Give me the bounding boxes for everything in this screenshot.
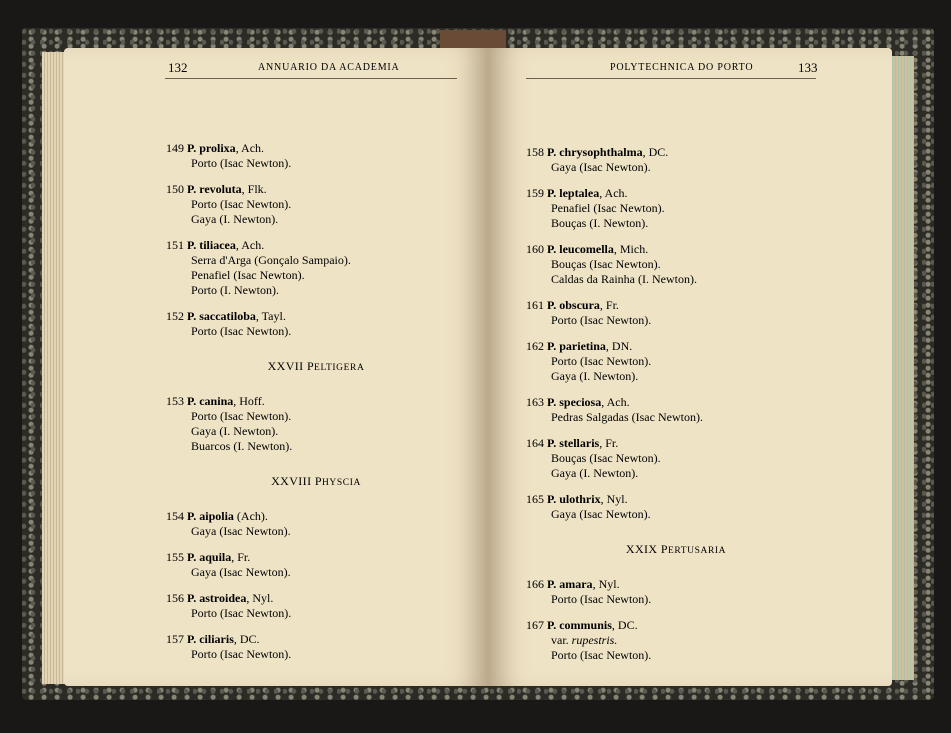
locality-line: Porto (Isac Newton). [191,409,292,423]
section-heading [166,359,466,376]
locality-line: Gaya (I. Newton). [551,369,639,383]
species-authority: (Ach). [233,509,268,523]
species-line [166,632,466,647]
species-name: P. leptalea [547,186,600,200]
species-number: 149 [166,141,184,155]
species-entry [526,145,826,175]
section-genus-initial: P [314,474,322,488]
locality-line: Porto (Isac Newton). [191,156,292,170]
locality-line: Porto (Isac Newton). [191,647,292,661]
species-entry [526,577,826,607]
species-entry [166,550,466,580]
species-name: P. chrysophthalma [547,145,643,159]
species-authority: , Fr. [231,550,251,564]
species-authority: , Flk. [241,182,267,196]
locality-line: Bouças (I. Newton). [551,216,649,230]
species-number: 158 [526,145,544,159]
species-entry [166,632,466,662]
species-name: P. ciliaris [187,632,234,646]
species-line [526,618,826,633]
species-number: 155 [166,550,184,564]
species-authority: , Nyl. [592,577,620,591]
page-edges-left [42,52,66,684]
species-number: 150 [166,182,184,196]
locality-line: Porto (Isac Newton). [551,592,652,606]
variety-name: rupestris. [571,633,618,647]
species-authority: , Tayl. [255,309,286,323]
species-number: 154 [166,509,184,523]
species-number: 159 [526,186,544,200]
species-line [166,509,466,524]
locality-line: Porto (Isac Newton). [191,606,292,620]
species-authority: , Ach. [601,395,630,409]
species-name: P. astroidea [187,591,247,605]
species-number: 153 [166,394,184,408]
species-name: P. canina [187,394,234,408]
species-entry [526,492,826,522]
section-roman: XXIX [625,542,658,556]
locality-line: Gaya (I. Newton). [191,212,279,226]
species-line [526,436,826,451]
species-number: 165 [526,492,544,506]
species-line [526,145,826,160]
species-line [526,186,826,201]
section-genus-rest: ERTUSARIA [667,546,727,556]
species-line [166,550,466,565]
species-name: P. tiliacea [187,238,236,252]
section-roman: XXVII [267,359,304,373]
species-entry [166,394,466,454]
species-authority: , DC. [233,632,260,646]
species-entry [526,242,826,287]
species-number: 161 [526,298,544,312]
species-line [526,577,826,592]
species-entry [166,141,466,171]
left-running-head: ANNUARIO DA ACADEMIA [258,62,400,73]
section-genus-initial: P [306,359,315,373]
species-line [166,394,466,409]
locality-line: Gaya (Isac Newton). [191,565,291,579]
species-name: P. leucomella [547,242,614,256]
species-authority: , Fr. [599,298,619,312]
species-number: 151 [166,238,184,252]
locality-line: Gaya (I. Newton). [191,424,279,438]
species-number: 162 [526,339,544,353]
right-header-rule [526,78,816,79]
page-edges-right [890,56,914,680]
locality-line: Buarcos (I. Newton). [191,439,293,453]
species-entry [166,238,466,298]
species-entry [526,618,826,663]
species-authority: , DC. [611,618,638,632]
species-entry [166,182,466,227]
species-authority: , Ach. [235,141,265,155]
species-name: P. stellaris [547,436,600,450]
variety-line [526,633,826,648]
species-number: 160 [526,242,544,256]
right-running-head: POLYTECHNICA DO PORTO [610,62,754,73]
locality-line: Porto (Isac Newton). [551,648,652,662]
species-name: P. saccatiloba [187,309,256,323]
species-authority: , Nyl. [246,591,274,605]
section-heading [166,474,466,491]
species-entry [166,509,466,539]
right-page-text [526,145,826,663]
locality-line: Porto (I. Newton). [191,283,279,297]
locality-line: Porto (Isac Newton). [551,313,652,327]
species-name: P. parietina [547,339,606,353]
locality-line: Caldas da Rainha (I. Newton). [551,272,697,286]
species-line [526,339,826,354]
locality-line: Gaya (Isac Newton). [551,160,651,174]
species-number: 163 [526,395,544,409]
species-line [526,242,826,257]
species-number: 157 [166,632,184,646]
right-page-number: 133 [798,60,818,75]
species-authority: , Ach. [235,238,265,252]
locality-line: Bouças (Isac Newton). [551,451,661,465]
species-authority: , Ach. [599,186,628,200]
locality-line: Porto (Isac Newton). [191,197,292,211]
species-authority: , DN. [605,339,633,353]
species-authority: , Nyl. [600,492,628,506]
species-authority: , Fr. [599,436,619,450]
species-authority: , Mich. [613,242,649,256]
species-number: 167 [526,618,544,632]
locality-line: Penafiel (Isac Newton). [191,268,305,282]
locality-line: Gaya (Isac Newton). [551,507,651,521]
locality-line: Serra d'Arga (Gonçalo Sampaio). [191,253,351,267]
species-line [526,492,826,507]
species-authority: , Hoff. [233,394,265,408]
species-line [166,591,466,606]
species-number: 164 [526,436,544,450]
species-number: 156 [166,591,184,605]
species-name: P. speciosa [547,395,602,409]
species-entry [526,186,826,231]
species-entry [166,591,466,621]
section-genus-initial: P [660,542,668,556]
species-entry [526,395,826,425]
locality-line: Gaya (Isac Newton). [191,524,291,538]
locality-line: Gaya (I. Newton). [551,466,639,480]
section-genus-rest: ELTIGERA [314,363,365,373]
section-genus-rest: HYSCIA [321,478,361,488]
species-line [526,395,826,410]
left-page-number: 132 [168,60,188,75]
species-entry [526,298,826,328]
variety-prefix: var. [551,633,572,647]
locality-line: Porto (Isac Newton). [191,324,292,338]
locality-line: Penafiel (Isac Newton). [551,201,665,215]
species-name: P. obscura [547,298,600,312]
species-line [526,298,826,313]
locality-line: Bouças (Isac Newton). [551,257,661,271]
section-heading [526,542,826,559]
species-name: P. aipolia [187,509,234,523]
species-line [166,141,466,156]
species-entry [526,339,826,384]
species-line [166,182,466,197]
species-authority: , DC. [642,145,669,159]
left-page-text [166,141,466,662]
species-name: P. amara [547,577,593,591]
species-entry [166,309,466,339]
species-name: P. aquila [187,550,232,564]
locality-line: Porto (Isac Newton). [551,354,652,368]
section-roman: XXVIII [271,474,312,488]
left-header-rule [165,78,457,79]
species-name: P. communis [547,618,612,632]
species-entry [526,436,826,481]
species-number: 152 [166,309,184,323]
left-page-header [168,60,458,76]
locality-line: Pedras Salgadas (Isac Newton). [551,410,703,424]
species-line [166,238,466,253]
species-name: P. prolixa [187,141,236,155]
species-name: P. revoluta [187,182,242,196]
species-number: 166 [526,577,544,591]
species-name: P. ulothrix [547,492,601,506]
species-line [166,309,466,324]
